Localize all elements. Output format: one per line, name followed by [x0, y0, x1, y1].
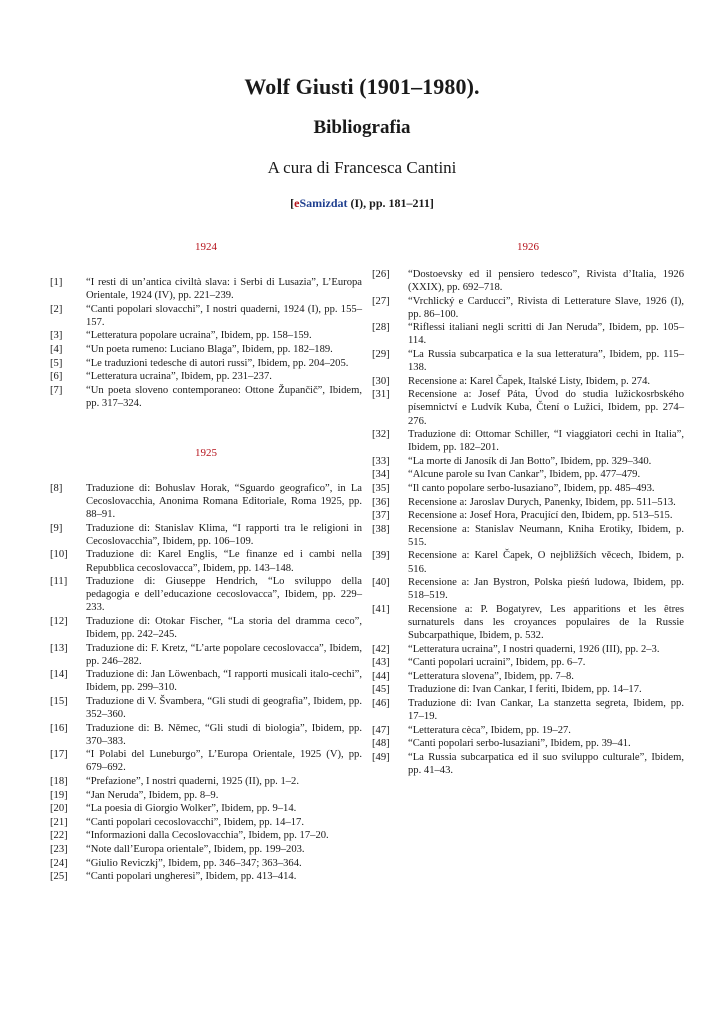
entry-text: Recensione a: P. Bogatyrev, Les apparitions et les êtres surnaturels dans les croyances populaires de la Russie Subcarpathique, Ibidem, p. 532. [408, 603, 684, 642]
entry-number: [46] [372, 698, 390, 709]
entry-number: [21] [50, 816, 68, 828]
bibliography-entry [50, 843, 362, 856]
year-section [50, 446, 362, 883]
year-section [50, 240, 362, 410]
bibliography-entry [372, 268, 684, 294]
entry-number: [44] [372, 670, 390, 682]
entry-text: “La poesia di Giorgio Wolker”, Ibidem, pp. 9–14. [86, 803, 297, 815]
bibliography-entry [372, 295, 684, 321]
year-heading: 1926 [517, 241, 539, 253]
entry-text: Recensione a: Karel Čapek, O nejbližších věcech, Ibidem, p. 516. [408, 550, 684, 575]
entry-number: [27] [372, 295, 390, 307]
entry-text: “Letteratura ucraina”, I nostri quaderni, 1926 (III), pp. 2–3. [408, 643, 660, 655]
bibliography-entry [372, 482, 684, 495]
entry-number: [19] [50, 789, 68, 801]
left-column [50, 240, 362, 884]
entry-text: “Giulio Reviczkj”, Ibidem, pp. 346–347; 363–364. [86, 857, 302, 869]
year-section [372, 240, 684, 777]
curator-line: A cura di Francesca Cantini [267, 158, 457, 177]
entry-number: [4] [50, 343, 63, 355]
entry-number: [5] [50, 357, 63, 369]
entry-text: “Vrchlický e Carducci”, Rivista di Letterature Slave, 1926 (I), pp. 86–100. [408, 295, 684, 320]
source-pages: (I), pp. 181–211] [347, 196, 434, 210]
entry-text: Traduzione di: Ottomar Schiller, “I viaggiatori cechi in Italia”, Ibidem, pp. 182–201. [408, 429, 684, 454]
bibliography-entry [372, 523, 684, 549]
entry-number: [6] [50, 371, 63, 383]
source-reference [0, 196, 724, 211]
bibliography-entry [372, 683, 684, 696]
bibliography-entry [372, 321, 684, 347]
entry-number: [14] [50, 669, 68, 681]
entry-text: “Canti popolari ucraini”, Ibidem, pp. 6–7. [408, 657, 586, 669]
entry-text: “Il canto popolare serbo-lusaziano”, Ibidem, pp. 485–493. [408, 483, 655, 494]
entry-text: Traduzione di: Otokar Fischer, “La storia del dramma ceco”, Ibidem, pp. 242–245. [86, 615, 362, 640]
entry-text: “Note dall’Europa orientale”, Ibidem, pp. 199–203. [86, 843, 305, 855]
bibliography-entry [372, 388, 684, 427]
bibliography-entry [372, 455, 684, 468]
entry-text: “Letteratura cèca”, Ibidem, pp. 19–27. [408, 724, 571, 736]
bibliography-entry [50, 695, 362, 721]
bibliography-entry [372, 549, 684, 575]
entry-text: Traduzione di V. Švambera, “Gli studi di geografia”, Ibidem, pp. 352–360. [86, 695, 362, 721]
year-heading: 1925 [195, 446, 217, 459]
entry-number: [29] [372, 349, 390, 361]
entry-text: “Informazioni dalla Cecoslovacchia”, Ibidem, pp. 17–20. [86, 830, 329, 842]
bibliography-entry [50, 857, 362, 870]
bibliography-entry [50, 615, 362, 641]
entry-text: “Letteratura popolare ucraina”, Ibidem, pp. 158–159. [86, 330, 312, 342]
entry-list [372, 268, 684, 777]
entry-text: Traduzione di: Giuseppe Hendrich, “Lo sviluppo della pedagogia e dell’educazione cecoslovacca”, Ibidem, pp. 229–233. [86, 576, 362, 614]
entry-list [50, 482, 362, 883]
entry-text: “Jan Neruda”, Ibidem, pp. 8–9. [86, 789, 219, 801]
entry-number: [11] [50, 576, 68, 588]
bibliography-entry [50, 384, 362, 410]
entry-number: [38] [372, 523, 390, 535]
bibliography-entry [50, 802, 362, 815]
entry-number: [47] [372, 724, 390, 736]
page-subtitle: Bibliografia [313, 117, 411, 138]
bibliography-entry [50, 870, 362, 883]
bibliography-entry [372, 697, 684, 723]
entry-number: [12] [50, 615, 68, 627]
bibliography-entry [50, 642, 362, 668]
entry-text: Traduzione di: Karel Englis, “Le finanze ed i cambi nella Repubblica cecoslovacca”, Ibidem, pp. 143–148. [86, 549, 362, 574]
entry-number: [35] [372, 483, 390, 494]
entry-text: “La Russia subcarpatica ed il suo sviluppo culturale”, Ibidem, pp. 41–43. [408, 751, 684, 776]
entry-number: [41] [372, 603, 390, 615]
entry-number: [33] [372, 455, 390, 467]
entry-text: “Un poeta sloveno contemporaneo: Ottone Župančič”, Ibidem, pp. 317–324. [86, 384, 362, 409]
bibliography-entry [50, 303, 362, 329]
entry-number: [3] [50, 330, 63, 342]
entry-number: [7] [50, 384, 63, 396]
entry-text: Traduzione di: Ivan Cankar, La stanzetta segreta, Ibidem, pp. 17–19. [408, 698, 684, 723]
page-title: Wolf Giusti (1901–1980). [244, 74, 480, 99]
entry-number: [37] [372, 510, 390, 522]
entry-number: [45] [372, 684, 390, 696]
entry-number: [15] [50, 695, 68, 707]
entry-number: [17] [50, 749, 68, 761]
bibliography-entry [372, 496, 684, 509]
entry-text: Recensione a: Josef Hora, Pracující den, Ibidem, pp. 513–515. [408, 510, 673, 522]
bibliography-entry [372, 724, 684, 737]
entry-number: [49] [372, 751, 390, 763]
entry-number: [23] [50, 843, 68, 855]
entry-number: [9] [50, 522, 63, 534]
bibliography-entry [372, 468, 684, 481]
bibliography-entry [372, 509, 684, 522]
bibliography-entry [50, 722, 362, 748]
entry-text: “La morte di Janosík di Jan Botto”, Ibidem, pp. 329–340. [408, 455, 652, 467]
bibliography-entry [372, 348, 684, 374]
entry-number: [26] [372, 269, 390, 280]
entry-text: Recensione a: Josef Páta, Úvod do studia lužickosrbského písemnictví e Ludvík Kuba, Čtení o Lužici, Ibidem, pp. 274–276. [408, 389, 684, 427]
entry-number: [40] [372, 577, 390, 589]
entry-text: “Le traduzioni tedesche di autori russi”, Ibidem, pp. 204–205. [86, 357, 349, 369]
entry-number: [42] [372, 643, 390, 655]
entry-number: [16] [50, 722, 68, 734]
entry-text: “Dostoevsky ed il pensiero tedesco”, Rivista d’Italia, 1926 (XXIX), pp. 692–718. [408, 269, 684, 294]
entry-text: “Letteratura ucraina”, Ibidem, pp. 231–237. [86, 371, 272, 383]
bibliography-entry [372, 428, 684, 454]
bibliography-entry [50, 522, 362, 548]
entry-text: Recensione a: Jaroslav Durych, Panenky, Ibidem, pp. 511–513. [408, 496, 676, 508]
entry-text: “I Polabi del Luneburgo”, L’Europa Orientale, 1925 (V), pp. 679–692. [86, 749, 362, 774]
bibliography-entry [50, 329, 362, 342]
entry-text: “Canti popolari slovacchi”, I nostri quaderni, 1924 (I), pp. 155–157. [86, 303, 362, 328]
entry-text: Recensione a: Jan Bystron, Polska pieśń ludowa, Ibidem, pp. 518–519. [408, 577, 684, 602]
bibliography-entry [372, 656, 684, 669]
entry-number: [48] [372, 738, 390, 750]
bibliography-entry [50, 789, 362, 802]
entry-text: “Un poeta rumeno: Luciano Blaga”, Ibidem, pp. 182–189. [86, 343, 333, 355]
entry-number: [43] [372, 657, 390, 669]
bibliography-entry [50, 668, 362, 694]
entry-number: [39] [372, 550, 390, 562]
bibliography-entry [372, 737, 684, 750]
entry-text: Traduzione di: Bohuslav Horak, “Sguardo geografico”, in La Cecoslovacchia, Anonima Romana Editoriale, Roma 1925, pp. 88–91. [86, 482, 362, 521]
entry-text: Traduzione di: Stanislav Klima, “I rapporti tra le religioni in Cecoslovacchia”, Ibidem, pp. 106–109. [86, 522, 362, 547]
entry-number: [34] [372, 469, 390, 481]
year-heading: 1924 [195, 241, 217, 253]
entry-number: [36] [372, 496, 390, 508]
entry-number: [25] [50, 871, 68, 883]
entry-text: “Canti popolari serbo-lusaziani”, Ibidem, pp. 39–41. [408, 738, 631, 750]
entry-text: “Prefazione”, I nostri quaderni, 1925 (II), pp. 1–2. [86, 776, 299, 787]
entry-text: “Canti popolari cecoslovacchi”, Ibidem, pp. 14–17. [86, 816, 304, 828]
entry-number: [8] [50, 482, 63, 494]
entry-number: [22] [50, 830, 68, 842]
bibliography-entry [50, 748, 362, 774]
bibliography-entry [50, 343, 362, 356]
entry-text: “Alcune parole su Ivan Cankar”, Ibidem, pp. 477–479. [408, 469, 641, 481]
entry-text: Traduzione di: Jan Löwenbach, “I rapporti musicali italo-cechi”, Ibidem, pp. 299–310. [86, 669, 362, 694]
entry-text: “Riflessi italiani negli scritti di Jan Neruda”, Ibidem, pp. 105–114. [408, 322, 684, 347]
entry-number: [18] [50, 776, 68, 787]
entry-number: [24] [50, 857, 68, 869]
bibliography-entry [372, 375, 684, 388]
bibliography-entry [50, 276, 362, 302]
bibliography-entry [372, 751, 684, 777]
bibliography-entry [50, 816, 362, 829]
entry-text: Traduzione di: F. Kretz, “L’arte popolare cecoslovacca”, Ibidem, pp. 246–282. [86, 642, 362, 667]
entry-text: Recensione a: Karel Čapek, Italské Listy, Ibidem, p. 274. [408, 375, 651, 387]
source-samizdat: Samizdat [299, 196, 348, 210]
bibliography-entry [50, 482, 362, 521]
bibliography-entry [50, 357, 362, 370]
bibliography-entry [50, 575, 362, 614]
entry-number: [13] [50, 642, 68, 654]
bibliography-entry [50, 548, 362, 574]
entry-text: “Letteratura slovena”, Ibidem, pp. 7–8. [408, 670, 574, 682]
right-column [372, 240, 684, 778]
source-bracket: [ [290, 196, 295, 210]
bibliography-entry [372, 670, 684, 683]
bibliography-entry [50, 775, 362, 788]
entry-number: [28] [372, 322, 390, 334]
entry-text: “I resti di un’antica civiltà slava: i Serbi di Lusazia”, L’Europa Orientale, 1924 (IV), pp. 221–239. [86, 277, 362, 302]
entry-text: “Canti popolari ungheresi”, Ibidem, pp. 413–414. [86, 871, 297, 883]
bibliography-entry [372, 603, 684, 642]
bibliography-entry [50, 829, 362, 842]
entry-list [50, 276, 362, 410]
entry-number: [32] [372, 429, 390, 441]
entry-text: Recensione a: Stanislav Neumann, Kniha Erotiky, Ibidem, p. 515. [408, 523, 684, 548]
entry-number: [30] [372, 375, 390, 387]
entry-number: [20] [50, 803, 68, 815]
entry-text: Traduzione di: B. Němec, “Gli studi di biologia”, Ibidem, pp. 370–383. [86, 722, 362, 747]
bibliography-entry [372, 643, 684, 656]
entry-number: [10] [50, 549, 68, 561]
entry-text: “La Russia subcarpatica e la sua letteratura”, Ibidem, pp. 115–138. [408, 349, 684, 374]
entry-number: [2] [50, 303, 63, 315]
bibliography-entry [372, 576, 684, 602]
entry-number: [1] [50, 277, 63, 288]
bibliography-entry [50, 370, 362, 383]
source-e: e [294, 196, 300, 210]
entry-text: Traduzione di: Ivan Cankar, I feriti, Ibidem, pp. 14–17. [408, 684, 642, 696]
entry-number: [31] [372, 389, 390, 401]
